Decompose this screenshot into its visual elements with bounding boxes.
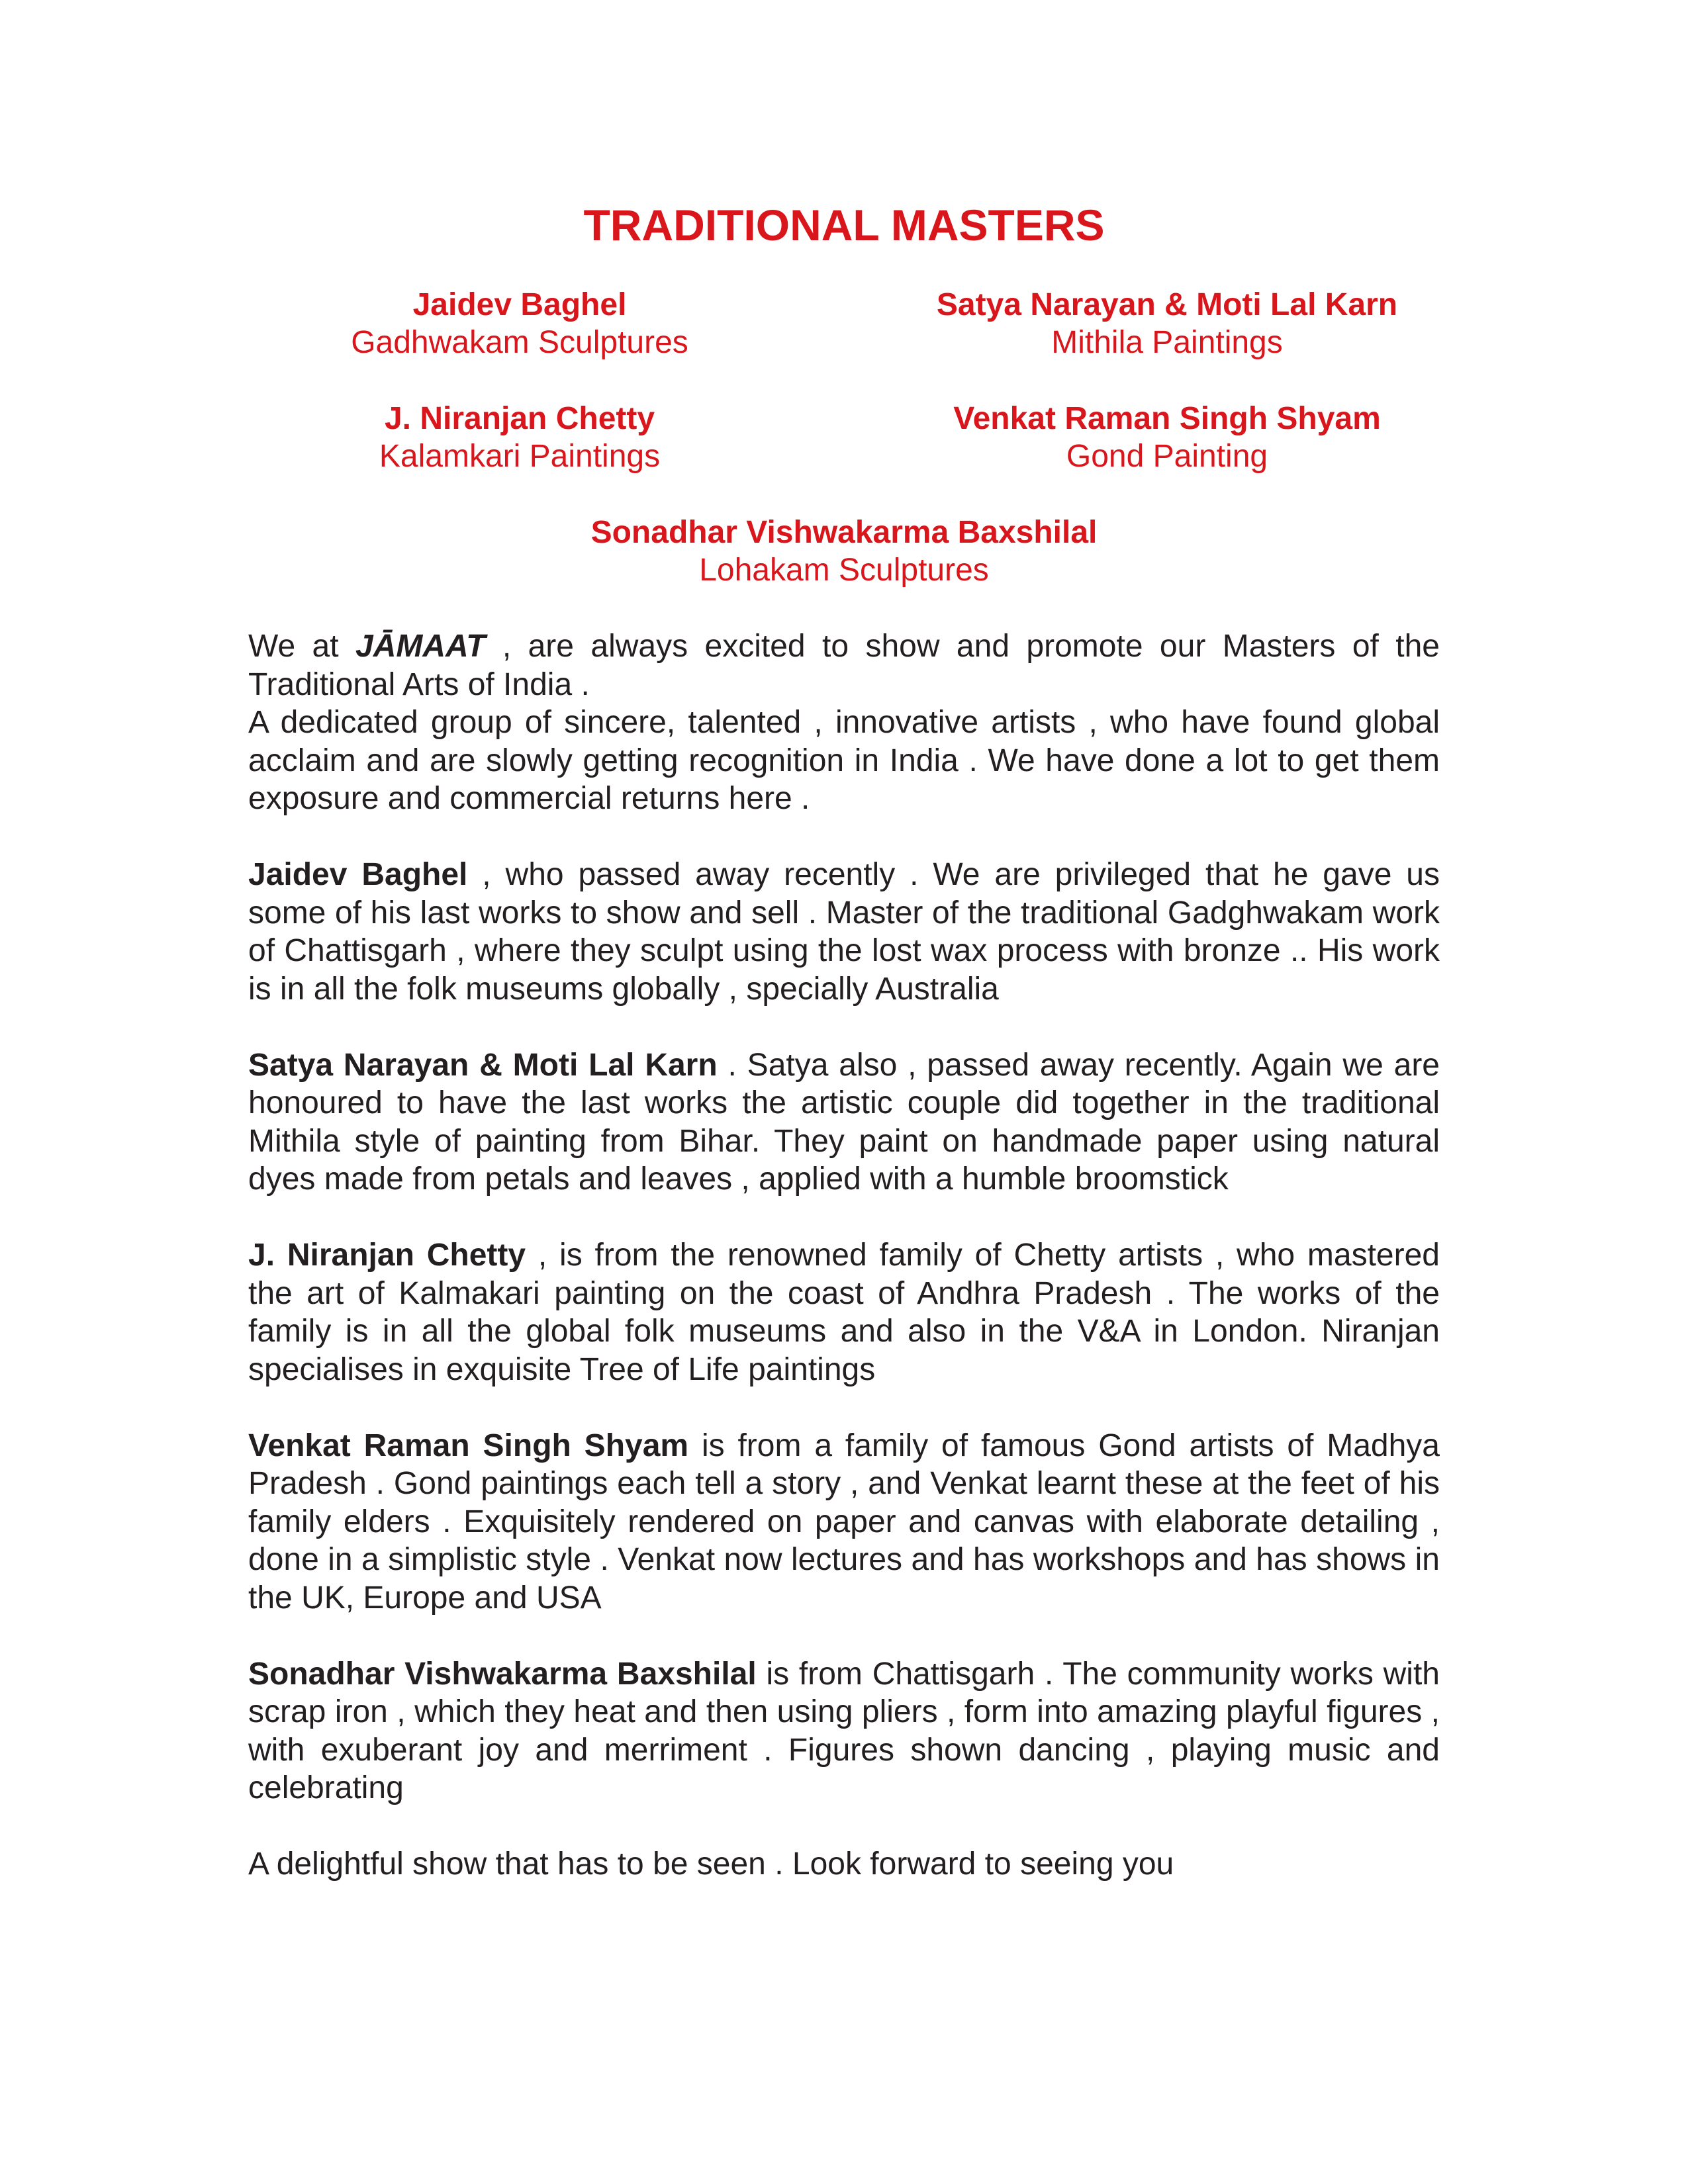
bio-text: . Satya also , passed away recently. Again we are honoured to have the last works the artistic couple did together in the traditional Mithila style of painting from Bihar. They paint on handmade paper using natural dyes made from petals and leaves , applied with a humble broomstick: [248, 1047, 1440, 1197]
master-entry: [189, 400, 851, 475]
bio-paragraph: [248, 1046, 1440, 1199]
bio-paragraph: [248, 1427, 1440, 1617]
intro-pre: We at: [248, 629, 355, 664]
master-name: J. Niranjan Chetty: [384, 401, 655, 436]
bio-paragraph: [248, 856, 1440, 1008]
master-entry: [836, 286, 1498, 361]
body-text: [248, 627, 1440, 1921]
master-name: Sonadhar Vishwakarma Baxshilal: [590, 515, 1098, 550]
brand-name: JĀMAAT: [355, 629, 486, 664]
bio-text: , is from the renowned family of Chetty artists , who mastered the art of Kalmakari painting on the coast of Andhra Pradesh . The works of the family is in all the global folk museums and also in the V&A in London. Niranjan specialises in exquisite Tree of Life paintings: [248, 1238, 1440, 1387]
bio-paragraph: [248, 1655, 1440, 1807]
master-entry: [189, 286, 851, 361]
page-title: TRADITIONAL MASTERS: [583, 201, 1105, 250]
closing-paragraph: A delightful show that has to be seen . Look forward to seeing you: [248, 1846, 1174, 1882]
bio-name: Venkat Raman Singh Shyam: [248, 1428, 689, 1463]
master-name: Satya Narayan & Moti Lal Karn: [936, 287, 1398, 322]
bio-name: Jaidev Baghel: [248, 857, 468, 892]
bio-paragraph: [248, 1236, 1440, 1388]
master-craft: Lohakam Sculptures: [699, 553, 989, 588]
master-craft: Gadhwakam Sculptures: [351, 325, 688, 360]
intro-post: , are always excited to show and promote our Masters of the Traditional Arts of India .: [248, 629, 1440, 702]
intro-paragraph-2: A dedicated group of sincere, talented , innovative artists , who have found global acclaim and are slowly getting recognition in India . We have done a lot to get them exposure and commercial returns here .: [248, 705, 1440, 816]
master-craft: Kalamkari Paintings: [379, 439, 661, 474]
master-craft: Mithila Paintings: [1051, 325, 1283, 360]
bio-text: , who passed away recently . We are privileged that he gave us some of his last works to show and sell . Master of the traditional Gadghwakam work of Chattisgarh , where they sculpt using the lost wax process with bronze .. His work is in all the folk museums globally , specially Australia: [248, 857, 1440, 1007]
bio-text: is from Chattisgarh . The community works with scrap iron , which they heat and then using pliers , form into amazing playful figures , with exuberant joy and merriment . Figures shown dancing , playing music and celebrating: [248, 1656, 1440, 1805]
bio-name: J. Niranjan Chetty: [248, 1238, 526, 1273]
bio-name: Sonadhar Vishwakarma Baxshilal: [248, 1656, 757, 1692]
master-craft: Gond Painting: [1066, 439, 1268, 474]
master-entry: [836, 400, 1498, 475]
master-name: Jaidev Baghel: [412, 287, 627, 322]
bio-name: Satya Narayan & Moti Lal Karn: [248, 1047, 718, 1083]
master-entry: [513, 514, 1175, 589]
intro-paragraph: [248, 627, 1440, 704]
bio-text: is from a family of famous Gond artists of Madhya Pradesh . Gond paintings each tell a story , and Venkat learnt these at the feet of his family elders . Exquisitely rendered on paper and canvas with elaborate detailing , done in a simplistic style . Venkat now lectures and has workshops and has shows in the UK, Europe and USA: [248, 1428, 1440, 1615]
master-name: Venkat Raman Singh Shyam: [953, 401, 1381, 436]
